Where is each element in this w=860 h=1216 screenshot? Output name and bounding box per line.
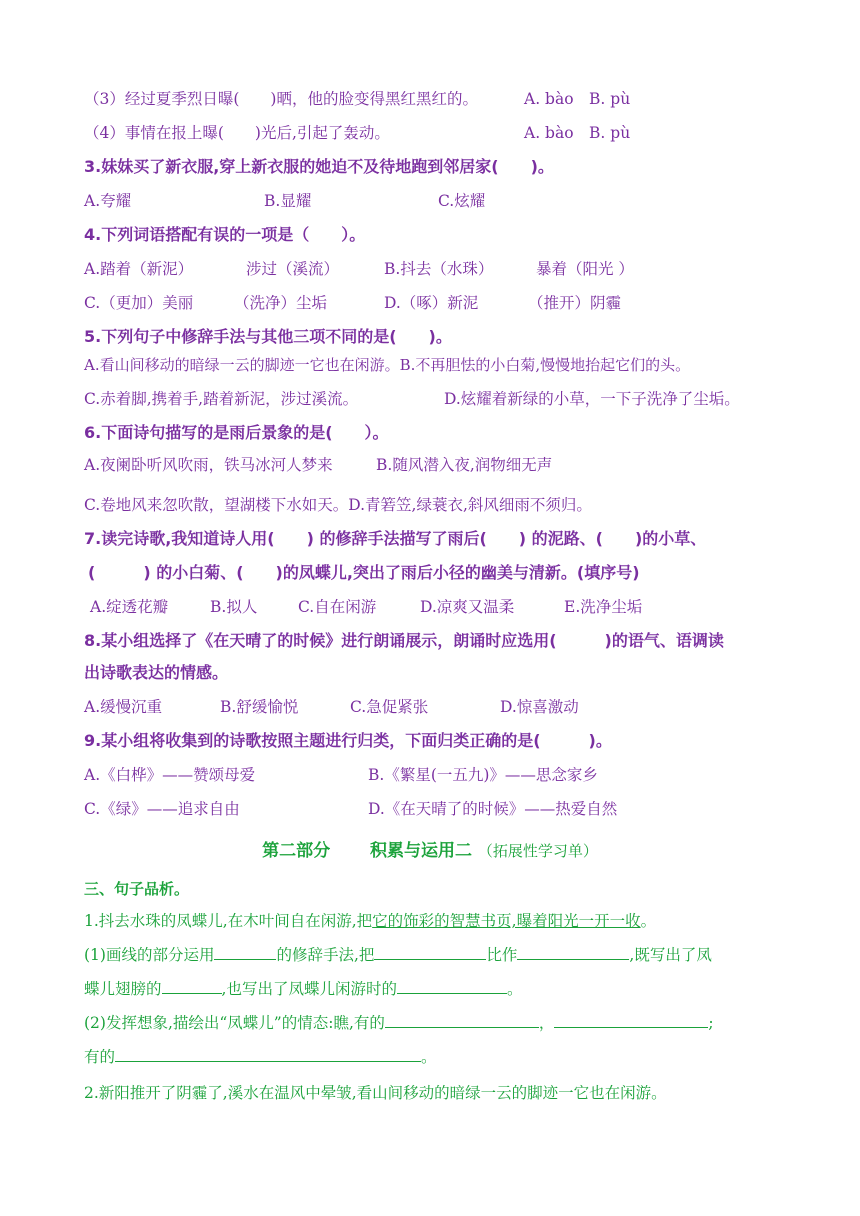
section-heading: 三、句子品析。 <box>84 880 190 898</box>
answer-blank[interactable] <box>162 978 222 994</box>
question-4-option-b[interactable]: B.抖去（水珠） <box>384 260 494 278</box>
s1q2-text-e: 。 <box>421 1048 437 1066</box>
question-7-option-a[interactable]: A.绽透花瓣 <box>90 598 169 616</box>
s1q2-text-d: 有的 <box>84 1048 116 1066</box>
sentence-1-question-2-line-2 <box>84 1046 820 1068</box>
question-7-option-d[interactable]: D.凉爽又温柔 <box>420 598 515 616</box>
item-4-text: （4）事情在报上曝( )光后,引起了轰动。 <box>84 124 390 142</box>
s1q1-text-f: ,也写出了凤蝶儿闲游时的 <box>221 980 397 998</box>
question-7-option-b[interactable]: B.拟人 <box>210 598 258 616</box>
question-9-option-b[interactable]: B.《繁星(一五九)》——思念家乡 <box>368 766 598 784</box>
answer-blank[interactable] <box>554 1012 708 1028</box>
sentence-1-underlined: 它的饰彩的智慧书页,曝着阳光一开一收 <box>372 912 641 930</box>
question-5-option-d[interactable]: D.炫耀着新绿的小草，一下子洗净了尘垢。 <box>444 390 740 408</box>
question-4-option-a-2: 涉过（溪流） <box>246 260 340 278</box>
sentence-1-pre: 1.抖去水珠的凤蝶儿,在木叶间自在闲游,把 <box>84 912 373 930</box>
s1q1-text-e: 蝶儿翅膀的 <box>84 980 162 998</box>
question-7-option-e[interactable]: E.洗净尘垢 <box>564 598 643 616</box>
question-9-option-a[interactable]: A.《白桦》——赞颂母爱 <box>84 766 256 784</box>
question-6-option-b[interactable]: B.随风潜入夜,润物细无声 <box>376 456 553 474</box>
sentence-1-question-1-line-1 <box>84 944 820 966</box>
item-3-text: （3）经过夏季烈日曝( )晒，他的脸变得黑红黑红的。 <box>84 90 478 108</box>
question-7-stem-1: 7.读完诗歌,我知道诗人用( ) 的修辞手法描写了雨后( ) 的泥路、( )的小草、 <box>84 529 707 548</box>
answer-blank[interactable] <box>214 944 276 960</box>
answer-blank[interactable] <box>374 944 486 960</box>
question-7-stem-2: ( ) 的小白菊、( )的凤蝶儿,突出了雨后小径的幽美与清新。(填序号) <box>88 563 640 582</box>
question-3-option-a[interactable]: A.夸耀 <box>84 192 132 210</box>
item-3-line <box>84 88 820 110</box>
answer-blank[interactable] <box>385 1012 539 1028</box>
answer-blank[interactable] <box>517 944 629 960</box>
section-part-name: 积累与运用二 <box>369 841 472 861</box>
question-3-stem: 3.妹妹买了新衣服,穿上新衣服的她迫不及待地跑到邻居家( )。 <box>84 157 554 176</box>
item-4-options: A. bào B. pù <box>524 124 631 142</box>
question-8-option-d[interactable]: D.惊喜激动 <box>500 698 579 716</box>
question-4-option-d[interactable]: D.（啄）新泥 <box>384 294 479 312</box>
section-title <box>0 836 860 861</box>
s1q2-text-a: (2)发挥想象,描绘出“凤蝶儿”的情态:瞧,有的 <box>84 1014 385 1032</box>
question-8-option-a[interactable]: A.缓慢沉重 <box>84 698 163 716</box>
question-5-option-c[interactable]: C.赤着脚,携着手,踏着新泥，涉过溪流。 <box>84 390 359 408</box>
question-8-stem-2: 出诗歌表达的情感。 <box>84 663 229 682</box>
question-5-stem: 5.下列句子中修辞手法与其他三项不同的是( )。 <box>84 327 452 346</box>
section-part-label: 第二部分 <box>262 841 331 861</box>
question-5-row-1[interactable]: A.看山间移动的暗绿一云的脚迹一它也在闲游。B.不再胆怯的小白菊,慢慢地抬起它们的头。 <box>84 356 691 374</box>
s1q1-text-c: 比作 <box>486 946 518 964</box>
sentence-2: 2.新阳推开了阴霾了,溪水在温风中晕皱,看山间移动的暗绿一云的脚迹一它也在闲游。 <box>84 1084 667 1102</box>
question-6-row-2[interactable]: C.卷地风来忽吹散，望湖楼下水如天。D.青箬笠,绿蓑衣,斜风细雨不须归。 <box>84 496 592 514</box>
question-4-option-c[interactable]: C.（更加）美丽 <box>84 294 194 312</box>
s1q2-text-b: ， <box>538 1014 555 1032</box>
sentence-1-post: 。 <box>640 912 657 930</box>
question-4-option-b-2: 暴着（阳光 ） <box>536 260 634 278</box>
s1q1-text-b: 的修辞手法,把 <box>276 946 375 964</box>
question-3-option-c[interactable]: C.炫耀 <box>438 192 486 210</box>
question-7-option-c[interactable]: C.自在闲游 <box>298 598 377 616</box>
question-8-option-b[interactable]: B.舒缓愉悦 <box>220 698 299 716</box>
sentence-1-question-1-line-2 <box>84 978 820 1000</box>
answer-blank[interactable] <box>115 1046 421 1062</box>
s1q1-text-d: ,既写出了凤 <box>629 946 712 964</box>
question-4-option-a[interactable]: A.踏着（新泥） <box>84 260 194 278</box>
question-6-stem: 6.下面诗句描写的是雨后景象的是( ）。 <box>84 423 389 442</box>
answer-blank[interactable] <box>397 978 507 994</box>
question-3-option-b[interactable]: B.显耀 <box>264 192 312 210</box>
question-8-option-c[interactable]: C.急促紧张 <box>350 698 429 716</box>
question-9-option-d[interactable]: D.《在天晴了的时候》——热爱自然 <box>368 800 618 818</box>
question-4-option-c-2: （洗净）尘垢 <box>234 294 328 312</box>
question-4-stem: 4.下列词语搭配有误的一项是（ ）。 <box>84 225 366 244</box>
item-4-line <box>84 122 820 144</box>
item-3-options: A. bào B. pù <box>524 90 631 108</box>
question-8-stem-1: 8.某小组选择了《在天晴了的时候》进行朗诵展示，朗诵时应选用( )的语气、语调读 <box>84 631 724 650</box>
s1q1-text-g: 。 <box>506 980 523 998</box>
sentence-1-question-2-line-1 <box>84 1012 820 1034</box>
s1q1-text-a: (1)画线的部分运用 <box>84 946 215 964</box>
question-6-option-a[interactable]: A.夜阑卧听风吹雨，铁马冰河人梦来 <box>84 456 333 474</box>
question-9-stem: 9.某小组将收集到的诗歌按照主题进行归类，下面归类正确的是( )。 <box>84 731 612 750</box>
question-9-option-c[interactable]: C.《绿》——追求自由 <box>84 800 240 818</box>
question-4-option-d-2: （推开）阴霾 <box>528 294 622 312</box>
section-subtitle: （拓展性学习单） <box>477 842 598 860</box>
sentence-1 <box>84 910 820 932</box>
s1q2-text-c: ; <box>708 1014 714 1032</box>
